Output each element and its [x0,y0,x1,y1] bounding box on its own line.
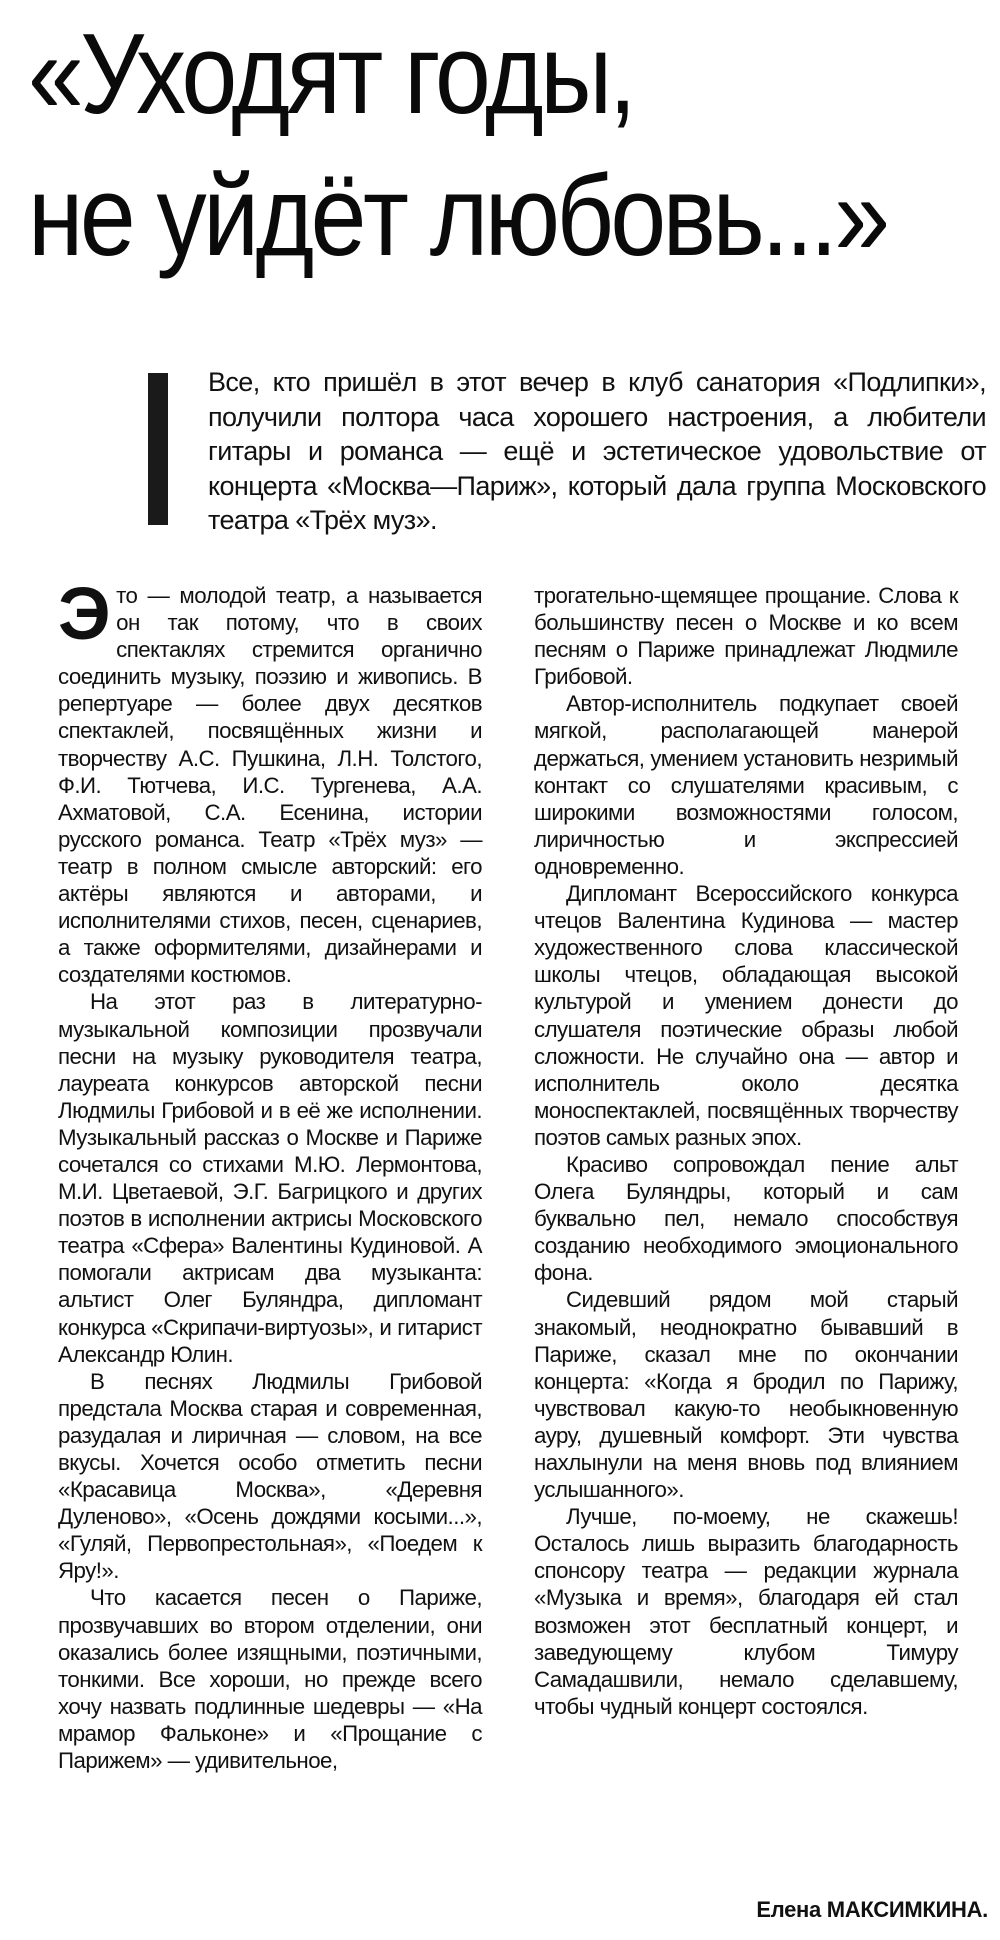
paragraph [58,572,482,988]
paragraph: Что касается песен о Париже, прозвучавших во втором отделении, они оказались более изящными, поэтичными, тонкими. Все хороши, но прежде всего хочу назвать подлинные шедевры — «На мрамор Фальконе» и «Прощание с Парижем» — удивительное, [58,1585,482,1774]
headline-line-1: «Уходят годы, [28,11,634,138]
lead-accent-bar [148,373,168,525]
paragraph: трогательно-щемящее прощание. Слова к большинству песен о Москве и ко всем песням о Париже принадлежат Людмиле Грибовой. [534,583,958,690]
article-column-left [58,572,482,1774]
drop-cap: Э [58,572,111,655]
paragraph: Лучше, по-моему, не скажешь! Осталось лишь выразить благодарность спонсору театра — редакции журнала «Музыка и время», благодаря ей стал возможен этот бесплатный концерт, и заведующему клубом Тимуру Самадашвили, немало сделавшему, чтобы чудный концерт состоялся. [534,1504,958,1719]
paragraph: Сидевший рядом мой старый знакомый, неоднократно бывавший в Париже, сказал мне по окончании концерта: «Когда я бродил по Парижу, чувствовал какую-то необыкновенную ауру, душевный комфорт. Эти чувства нахлынули на меня вновь под влиянием услышанного». [534,1287,958,1503]
author-signature: Елена МАКСИМКИНА. [756,1897,988,1922]
article-column-right [534,582,958,1720]
headline [28,4,887,288]
paragraph: На этот раз в литературно-музыкальной композиции прозвучали песни на музыку руководителя театра, лауреата конкурсов авторской песни Людмилы Грибовой и в её же исполнении. Музыкальный рассказ о Москве и Париже сочетался со стихами М.Ю. Лермонтова, М.И. Цветаевой, Э.Г. Багрицкого и других поэтов в исполнении актрисы Московского театра «Сфера» Валентины Кудиновой. А помогали актрисам два музыканта: альтист Олег Буляндра, дипломант конкурса «Скрипачи-виртуозы», и гитарист Александр Юлин. [58,989,482,1367]
paragraph: Красиво сопровождал пение альт Олега Буляндры, который и сам буквально пел, немало способствуя созданию необходимого эмоционального фона. [534,1151,958,1286]
lead-paragraph: Все, кто пришёл в этот вечер в клуб санатория «Подлипки», получили полтора часа хорошего настроения, а любители гитары и романса — ещё и эстетическое удовольствие от концерта «Москва—Париж», который дала группа Московского театра «Трёх муз». [208,367,986,535]
paragraph: В песнях Людмилы Грибовой предстала Москва старая и современная, разудалая и лиричная — словом, на все вкусы. Хочется особо отметить песни «Красавица Москва», «Деревня Дуленово», «Осень дождями косыми...», «Гуляй, Первопрестольная», «Поедем к Яру!». [58,1368,482,1584]
paragraph-text: то — молодой театр, а называется он так потому, что в своих спектаклях стремится органично соединить музыку, поэзию и живопись. В репертуаре — более двух десятков спектаклей, посвящённых жизни и творчеству А.С. Пушкина, Л.Н. Толстого, Ф.И. Тютчева, И.С. Тургенева, А.А. Ахматовой, С.А. Есенина, истории русского романса. Театр «Трёх муз» — театр в полном смысле авторский: его актёры являются и авторами, и исполнителями стихов, песен, сценариев, а также оформителями, дизайнерами и создателями костюмов. [58,583,482,988]
headline-line-2: не уйдёт любовь...» [28,153,887,280]
paragraph: Дипломант Всероссийского конкурса чтецов Валентина Кудинова — мастер художественного слова классической школы чтецов, обладающая высокой культурой и умением донести до слушателя поэтические образы любой сложности. Не случайно она — автор и исполнитель около десятка моноспектаклей, посвящённых творчеству поэтов самых разных эпох. [534,881,958,1150]
paragraph: Автор-исполнитель подкупает своей мягкой, располагающей манерой держаться, умением установить незримый контакт со слушателями красивым, с широкими возможностями голосом, лиричностью и экспрессией одновременно. [534,691,958,879]
